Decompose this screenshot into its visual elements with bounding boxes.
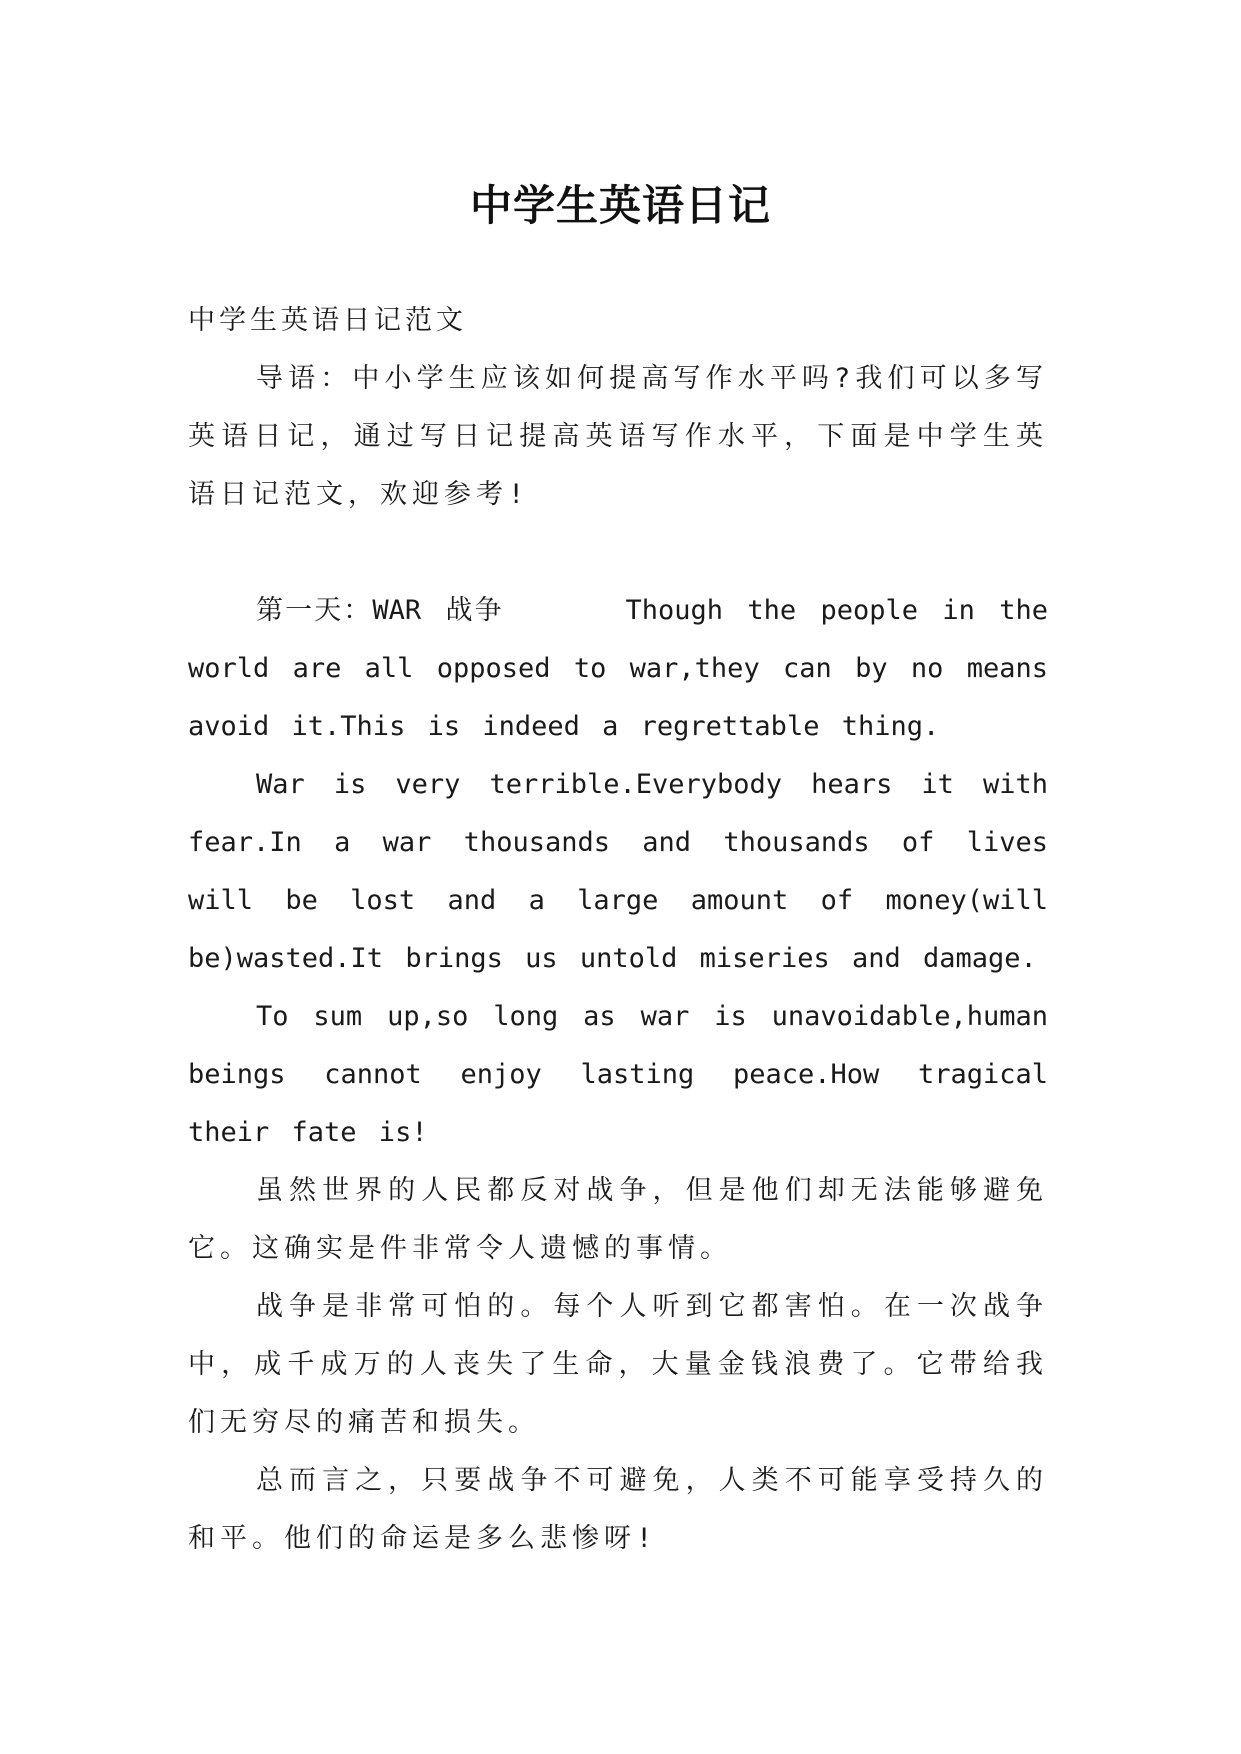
english-paragraph-3: To sum up,so long as war is unavoidable,human beings cannot enjoy lasting peace.How tragical their fate is!	[188, 1001, 1048, 1148]
chinese-paragraph-3: 总而言之，只要战争不可避免，人类不可能享受持久的和平。他们的命运是多么悲惨呀!	[188, 1465, 1048, 1554]
document-subtitle: 中学生英语日记范文	[188, 305, 467, 336]
day-heading: 第一天：WAR 战争	[256, 595, 504, 626]
intro-paragraph: 导语：中小学生应该如何提高写作水平吗?我们可以多写英语日记，通过写日记提高英语写作水平，下面是中学生英语日记范文，欢迎参考!	[188, 363, 1048, 510]
chinese-paragraph-1: 虽然世界的人民都反对战争，但是他们却无法能够避免它。这确实是件非常令人遗憾的事情。	[188, 1175, 1048, 1264]
english-paragraph-2: War is very terrible.Everybody hears it with fear.In a war thousands and thousands of lives will be lost and a large amount of money(will be)wasted.It brings us untold miseries and damage.	[188, 769, 1048, 974]
english-paragraph-1-text: Though the people in the world are all opposed to war,they can by no means avoid it.This is indeed a regrettable thing.	[188, 595, 1048, 742]
document-body	[188, 292, 1048, 1568]
heading-gap	[504, 595, 626, 626]
english-paragraph-1	[188, 582, 1048, 756]
chinese-paragraph-2: 战争是非常可怕的。每个人听到它都害怕。在一次战争中，成千成万的人丧失了生命，大量金钱浪费了。它带给我们无穷尽的痛苦和损失。	[188, 1291, 1048, 1438]
document-title: 中学生英语日记	[469, 181, 771, 231]
paragraph-spacer	[188, 524, 1048, 582]
